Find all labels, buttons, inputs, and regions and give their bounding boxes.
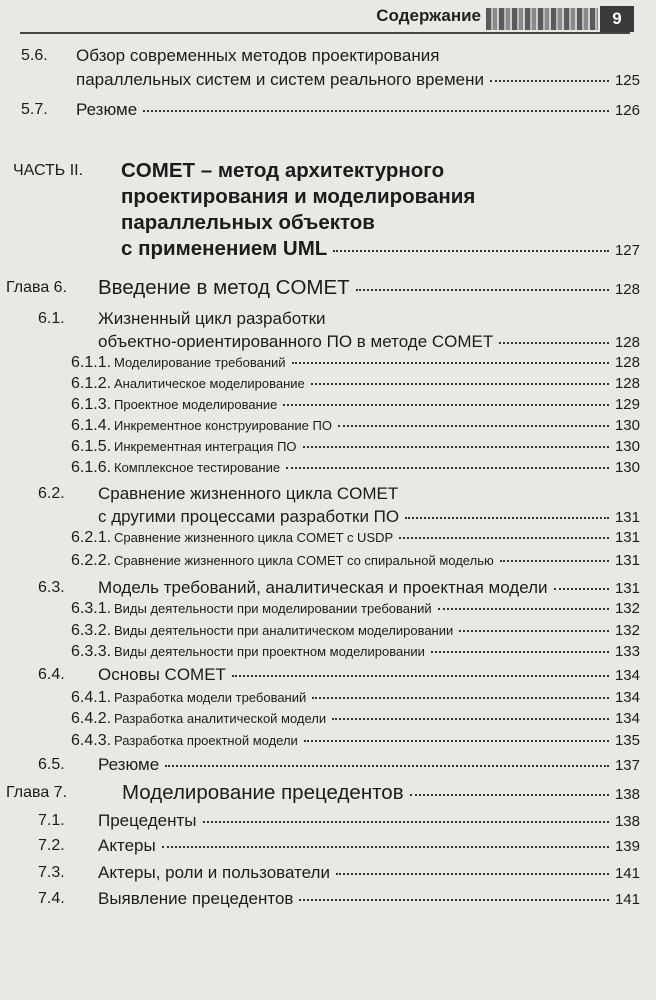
toc-entry-number: 6.1.3.	[71, 395, 112, 413]
toc-entry-number: 6.1.6.	[71, 458, 112, 476]
toc-entry-number: 6.1.	[38, 310, 65, 328]
toc-entry-number: 6.4.2.	[71, 709, 112, 727]
toc-entry-row	[114, 457, 640, 478]
toc-entry-title-line: Разработка аналитической модели	[114, 710, 327, 726]
dot-leader	[332, 718, 609, 720]
toc-entry-page: 139	[614, 838, 640, 856]
toc-entry-page: 130	[614, 437, 640, 455]
toc-entry-page: 132	[614, 621, 640, 639]
dot-leader	[312, 697, 609, 699]
toc-entry-title-line: Разработка проектной модели	[114, 732, 298, 748]
dot-leader	[143, 110, 609, 112]
toc-entry-row	[98, 275, 640, 303]
dot-leader	[554, 588, 609, 590]
toc-entry-row	[98, 809, 640, 833]
toc-entry-number: 6.2.2.	[71, 551, 112, 569]
toc-entry-page: 133	[614, 642, 640, 660]
toc-entry-title-line: Актеры, роли и пользователи	[98, 863, 330, 883]
toc-entry-page: 137	[614, 757, 640, 775]
toc-entry-number: 6.4.	[38, 666, 65, 684]
toc-entry-row	[98, 834, 640, 858]
toc-entry-page: 131	[614, 528, 640, 546]
dot-leader	[232, 675, 609, 677]
toc-entry-number: 6.3.3.	[71, 642, 112, 660]
toc-entry-number: 6.5.	[38, 756, 65, 774]
toc-entry-number: 7.2.	[38, 837, 65, 855]
toc-entry-number: 6.3.2.	[71, 621, 112, 639]
toc-entry-row	[121, 236, 640, 264]
toc-entry-title-line: Жизненный цикл разработки	[98, 309, 326, 329]
dot-leader	[311, 383, 609, 385]
toc-entry-title-line: Виды деятельности при аналитическом моделировании	[114, 622, 454, 638]
toc-entry-page: 128	[614, 353, 640, 371]
toc-entry-title-line: проектирования и моделирования	[121, 184, 476, 208]
toc-entry-page: 130	[614, 458, 640, 476]
toc-entry-page: 134	[614, 688, 640, 706]
toc-entry-page: 134	[614, 667, 640, 685]
dot-leader	[405, 517, 609, 519]
toc-entry-number: 6.1.2.	[71, 374, 112, 392]
dot-leader	[438, 608, 609, 610]
toc-entry-title-line: Основы COMET	[98, 665, 226, 685]
toc-entry-page: 134	[614, 709, 640, 727]
dot-leader	[499, 342, 609, 344]
toc-entry-page: 127	[614, 241, 640, 259]
toc-entry-number: 5.7.	[21, 101, 48, 119]
toc-entry-title-line: Проектное моделирование	[114, 396, 278, 412]
dot-leader	[399, 537, 609, 539]
toc-entry-row	[114, 527, 640, 548]
toc-entry-number: 6.1.1.	[71, 353, 112, 371]
header-rule	[20, 32, 630, 34]
toc-entry-title-line: Сравнение жизненного цикла COMET	[98, 484, 399, 504]
toc-entry-title-line: Моделирование требований	[114, 354, 286, 370]
toc-entry-number: 6.3.1.	[71, 599, 112, 617]
toc-entry-page: 129	[614, 395, 640, 413]
toc-entry-row	[114, 708, 640, 729]
toc-entry-title-line: Комплексное тестирование	[114, 459, 281, 475]
toc-entry-page: 125	[614, 72, 640, 90]
toc-entry-number: 6.4.3.	[71, 731, 112, 749]
toc-entry-row	[98, 576, 640, 600]
toc-entry-title-line: с применением UML	[121, 236, 328, 260]
toc-entry-title-line: Обзор современных методов проектирования	[76, 46, 440, 66]
toc-entry-row	[114, 641, 640, 662]
dot-leader	[490, 80, 609, 82]
toc-entry-row	[114, 687, 640, 708]
toc-entry-number: 7.3.	[38, 864, 65, 882]
dot-leader	[162, 846, 609, 848]
toc-entry-page: 131	[614, 509, 640, 527]
toc-entry-title-line: Разработка модели требований	[114, 689, 307, 705]
toc-entry-row	[114, 394, 640, 415]
toc-entry-row	[98, 887, 640, 911]
toc-entry-title-line: Инкрементное конструирование ПО	[114, 417, 332, 433]
toc-entry-page: 141	[614, 891, 640, 909]
toc-entry-row	[114, 620, 640, 641]
dot-leader	[303, 446, 609, 448]
dot-leader	[459, 630, 609, 632]
toc-entry-number: 6.3.	[38, 579, 65, 597]
toc-entry-row	[98, 753, 640, 777]
toc-entry-number: Глава 7.	[6, 783, 68, 801]
toc-entry-page: 126	[614, 102, 640, 120]
toc-entry-row	[76, 98, 640, 123]
toc-entry-row	[114, 730, 640, 751]
toc-entry-title-line: Сравнение жизненного цикла COMET с USDP	[114, 529, 394, 545]
toc-entry-row	[76, 68, 640, 93]
toc-entry-title-line: Сравнение жизненного цикла COMET со спиральной моделью	[114, 552, 494, 568]
dot-leader	[304, 740, 609, 742]
toc-entry-row	[98, 861, 640, 885]
toc-entry-title-line: Модель требований, аналитическая и проектная модели	[98, 578, 548, 598]
dot-leader	[286, 467, 609, 469]
toc-entry-row	[98, 330, 640, 354]
dot-leader	[292, 362, 609, 364]
toc-entry-row	[114, 415, 640, 436]
toc-entry-page: 135	[614, 731, 640, 749]
toc-entry-row	[114, 598, 640, 619]
toc-entry-title-line: Прецеденты	[98, 811, 197, 831]
toc-entry-title-line: параллельных систем и систем реального времени	[76, 70, 484, 90]
toc-entry-title-line: объектно-ориентированного ПО в методе COMET	[98, 332, 494, 352]
toc-entry-row	[114, 352, 640, 373]
toc-entry-title-line: Инкрементная интеграция ПО	[114, 438, 297, 454]
toc-entry-row	[114, 373, 640, 394]
toc-entry-number: 6.1.5.	[71, 437, 112, 455]
dot-leader	[338, 425, 609, 427]
toc-entry-page: 128	[614, 334, 640, 352]
dot-leader	[283, 404, 609, 406]
toc-entry-title-line: Виды деятельности при проектном моделировании	[114, 643, 425, 659]
toc-entry-number: ЧАСТЬ II.	[13, 161, 84, 179]
toc-entry-page: 128	[614, 374, 640, 392]
toc-entry-title-line: Моделирование прецедентов	[122, 780, 404, 804]
toc-entry-title-line: COMET – метод архитектурного	[121, 158, 445, 182]
toc-entry-row	[114, 550, 640, 571]
toc-entry-row	[98, 505, 640, 529]
toc-entry-number: 6.2.	[38, 485, 65, 503]
toc-entry-number: 7.4.	[38, 890, 65, 908]
toc-entry-title-line: Резюме	[98, 755, 160, 775]
dot-leader	[203, 821, 609, 823]
toc-entry-title-line: Резюме	[76, 100, 138, 120]
toc-entry-number: 6.4.1.	[71, 688, 112, 706]
toc-entry-page: 138	[614, 813, 640, 831]
dot-leader	[410, 794, 609, 796]
toc-entry-title-line: Виды деятельности при моделировании требований	[114, 600, 432, 616]
toc-entry-title-line: с другими процессами разработки ПО	[98, 507, 400, 527]
dot-leader	[165, 765, 609, 767]
dot-leader	[431, 651, 609, 653]
toc-entry-page: 130	[614, 416, 640, 434]
toc-entry-row	[98, 663, 640, 687]
dot-leader	[336, 873, 609, 875]
toc-entry-page: 128	[614, 280, 640, 298]
header-title: Содержание	[376, 6, 481, 25]
toc-entry-page: 132	[614, 599, 640, 617]
page-header	[0, 0, 656, 38]
dot-leader	[333, 250, 609, 252]
dot-leader	[500, 560, 609, 562]
toc-entry-page: 131	[614, 580, 640, 598]
toc-entry-page: 141	[614, 865, 640, 883]
dot-leader	[356, 289, 609, 291]
toc-entry-number: 7.1.	[38, 812, 65, 830]
toc-entry-row	[122, 780, 640, 808]
toc-entry-title-line: параллельных объектов	[121, 210, 375, 234]
toc-entry-row	[114, 436, 640, 457]
toc-entry-title-line: Введение в метод COMET	[98, 275, 350, 299]
header-page-number: 9	[600, 6, 634, 32]
dot-leader	[299, 899, 609, 901]
toc-entry-number: Глава 6.	[6, 278, 68, 296]
toc-entry-page: 138	[614, 785, 640, 803]
toc-entry-title-line: Актеры	[98, 836, 156, 856]
toc-entry-number: 5.6.	[21, 47, 48, 65]
toc-entry-page: 131	[614, 551, 640, 569]
toc-entry-title-line: Аналитическое моделирование	[114, 375, 305, 391]
toc-entry-number: 6.1.4.	[71, 416, 112, 434]
toc-entry-title-line: Выявление прецедентов	[98, 889, 294, 909]
header-decoration	[486, 8, 598, 30]
toc-entry-number: 6.2.1.	[71, 528, 112, 546]
